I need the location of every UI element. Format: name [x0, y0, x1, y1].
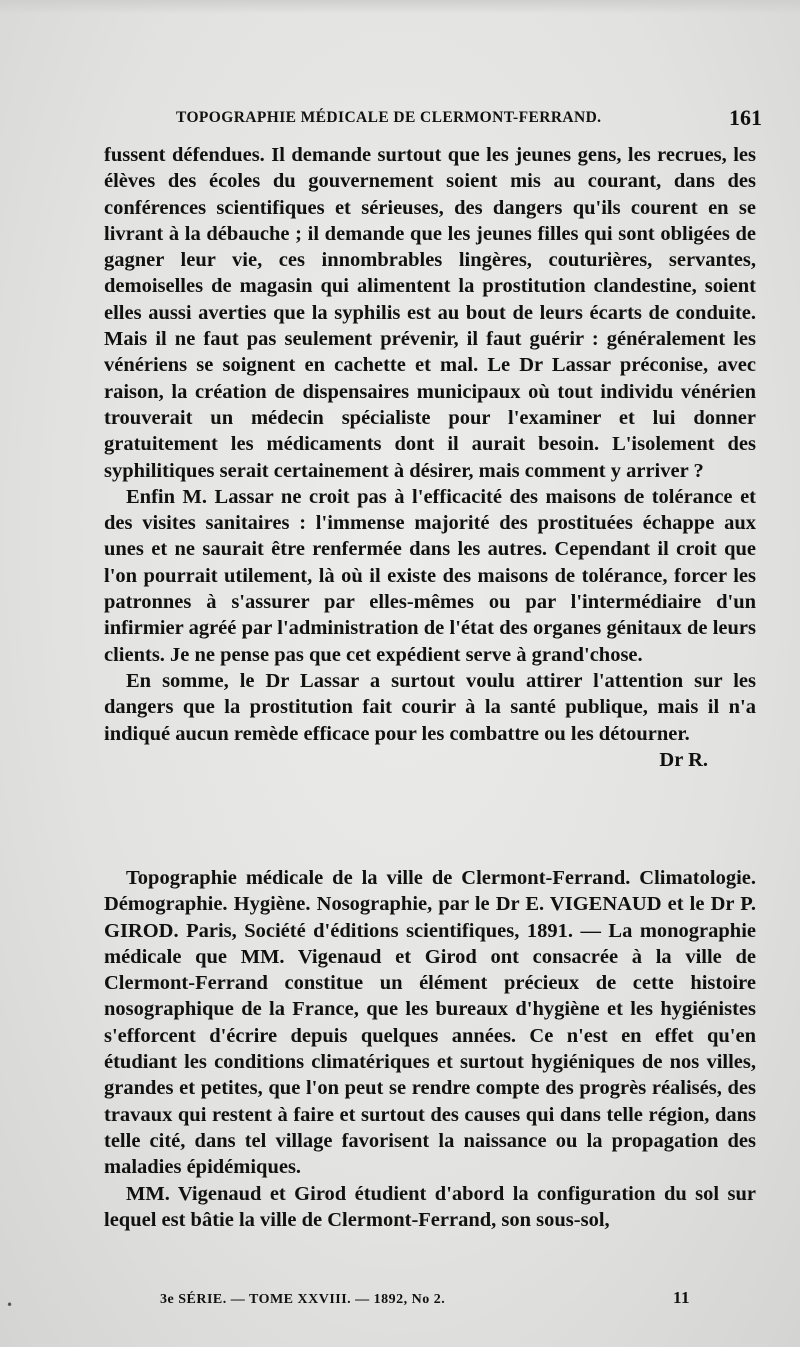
- page-footer: [160, 1290, 690, 1314]
- paragraph: MM. Vigenaud et Girod étudient d'abord la configuration du sol sur lequel est bâtie la ville de Clermont-Ferrand, son sous-sol,: [104, 1182, 756, 1231]
- paragraph: Topographie médicale de la ville de Clermont-Ferrand. Climatologie. Démographie. Hygiène. Nosographie, par le Dr E. VIGENAUD et le Dr P. GIROD. Paris, Société d'éditions scientifiques, 1891. — La monographie médicale que MM. Vigenaud et Girod ont consacrée à la ville de Clermont-Ferrand constitue un élément précieux de cette histoire nosographique de la France, que les bureaux d'hygiène et les hygiénistes s'efforcent d'écrire depuis quelques années. Ce n'est en effet qu'en étudiant les conditions climatériques et surtout hygiéniques de nos villes, grandes et petites, que l'on peut se rendre compte des progrès réalisés, des travaux qui restent à faire et surtout des causes qui dans telle région, dans telle cité, dans tel village favorisent la naissance ou la propagation des maladies épidémiques.: [104, 867, 756, 1179]
- paragraph: Enfin M. Lassar ne croit pas à l'efficacité des maisons de tolérance et des visites sanitaires : l'immense majorité des prostituées échappe aux unes et ne saurait être renfermée dans les autres. Cependant il croit que l'on pourrait utilement, là où il existe des maisons de tolérance, forcer les patronnes à s'assurer par elles-mêmes ou par l'intermédiaire d'un infirmier agréé par l'administration de l'état des organes génitaux de leurs clients. Je ne pense pas que cet expédient serve à grand'chose.: [104, 485, 756, 666]
- page-number: 161: [729, 105, 762, 130]
- running-head: [176, 107, 766, 131]
- running-title: TOPOGRAPHIE MÉDICALE DE CLERMONT-FERRAND.: [176, 109, 602, 126]
- paragraph: fussent défendues. Il demande surtout que les jeunes gens, les recrues, les élèves des écoles du gouvernement soient mis au courant, dans des conférences scientifiques et sérieuses, des dangers qu'ils courent en se livrant à la débauche ; il demande que les jeunes filles qui sont obligées de gagner leur vie, ces innombrables lingères, couturières, servantes, demoiselles de magasin qui alimentent la prostitution clandestine, soient elles aussi averties que la syphilis est au bout de leurs écarts de conduite. Mais il ne faut pas seulement prévenir, il faut guérir : généralement les vénériens se soignent en cachette et mal. Le Dr Lassar préconise, avec raison, la création de dispensaires municipaux où tout individu vénérien trouverait un médecin spécialiste pour l'examiner et lui donner gratuitement les médicaments dont il aurait besoin. L'isolement des syphilitiques serait certainement à désirer, mais comment y arriver ?: [104, 144, 756, 482]
- review-lassar: [104, 142, 756, 773]
- margin-dot: •: [6, 1298, 14, 1312]
- signature-line: [104, 747, 756, 773]
- paragraph: En somme, le Dr Lassar a surtout voulu attirer l'attention sur les dangers que la prostitution fait courir à la santé publique, mais il n'a indiqué aucun remède efficace pour les combattre ou les détourner.: [104, 669, 756, 745]
- author-signature: Dr R.: [659, 748, 708, 771]
- signature-mark: 11: [672, 1288, 690, 1307]
- review-topographie: [104, 865, 756, 1233]
- series-line: 3e SÉRIE. — TOME XXVIII. — 1892, No 2.: [160, 1292, 446, 1307]
